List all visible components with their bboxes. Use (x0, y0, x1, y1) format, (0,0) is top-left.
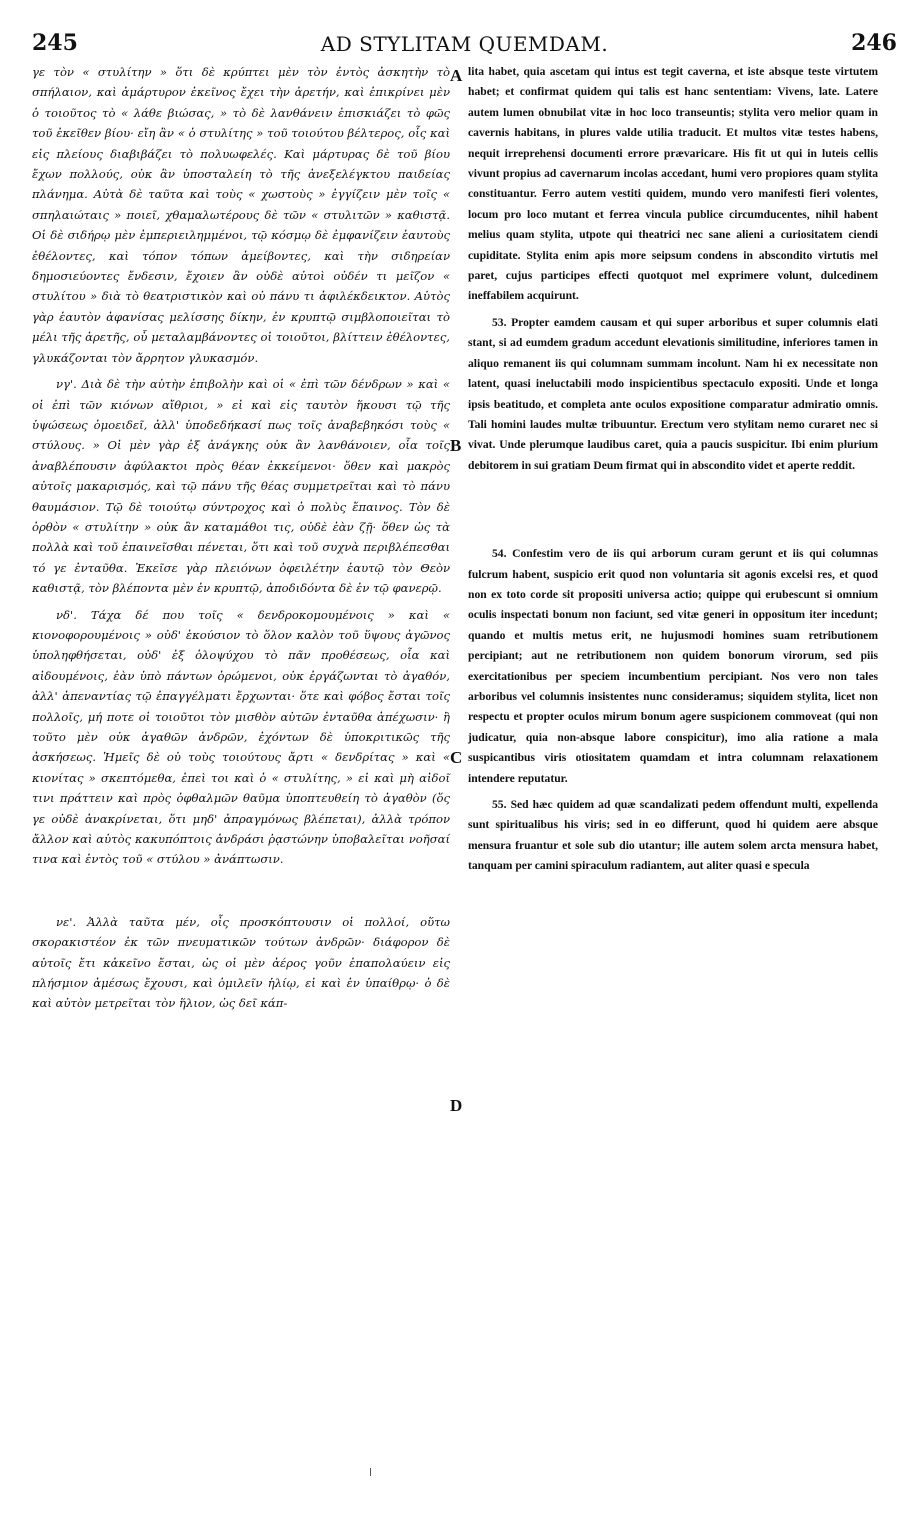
margin-marker-d: D (450, 1096, 463, 1115)
latin-paragraph: 55. Sed hæc quidem ad quæ scandalizati pedem offendunt multi, expellenda sunt spiritualibus his viris; sed in eo differunt, quod hi quidem aere absque mensura fruantur et sole sub dio utantur; ille autem solem arcta mensura habet, tanquam per camini spiraculum radiantem, aut aliter quasi e specula (468, 798, 878, 873)
right-page-number: 246 (851, 30, 897, 56)
margin-marker-a: A (450, 66, 463, 85)
greek-paragraph: γε τὸν « στυλίτην » ὅτι δὲ κρύπτει μὲν τὸν ἐντὸς ἀσκητὴν τὸ σπήλαιον, καὶ ἀμάρτυρον ἐκεῖνος ἔχει τὴν ἀρετήν, καὶ ἐπικρίνει μὲν ὁ τοιοῦτος τὸ « λάθε βιώσας, » τὸ δὲ λανθάνειν ἐπισκιάζει τὸ φῶς τοῦ ἐκεῖθεν βίου· εἴη ἂν « ὁ στυλίτης » τοῦ τοιούτου βέλτερος, οἷς καὶ εἰς πλείους διαβιβάζει τὸ πολυωφελές. Καὶ μάρτυρας δὲ τοῦ βίου ἔχων πολλούς, οὐκ ἂν ὑποσταλείη τὸ τῆς ἀνεξελέγκτου παιδείας πλάνημα. Αὐτὰ δὲ ταῦτα καὶ τοὺς « χωστοὺς » ἐγγίζειν μὲν τοῖς « σπηλαιώταις » ποιεῖ, χθαμαλωτέρους δὲ τῶν « στυλιτῶν » καθιστᾷ. Οἱ δὲ σιδήρῳ μὲν ἐμπεριειλημμένοι, τῷ κόσμῳ δὲ ἐμφανίζειν ἑαυτοὺς ἐθέλοντες, καὶ τόπον τόπων ἀμείβοντες, καὶ τὴν σιδηρείαν δημοσιεύοντες ἔνδεσιν, ἔχοιεν ἂν οὐδὲ αὐτοὶ οὐδέν τι μεῖζον « στυλίτου » διὰ τὸ θεατριστικὸν καὶ οὐ πάνυ τι ἀφιλέκδεικτον. Αὐτὸς γὰρ ἑαυτὸν ἀφανίσας μελίσσης δίκην, ἐν κρυπτῷ σιμβλοποιεῖται τὸ μέλι τῆς ἀρετῆς, οὗ μεταλαμβάνοντες οἱ τοιοῦτοι, βλίττειν ἐθέλοντες, γλυκάζονται τὸν ἄρρητον γλυκασμόν. (32, 65, 450, 365)
greek-paragraph: νε'. Ἀλλὰ ταῦτα μέν, οἷς προσκόπτουσιν οἱ πολλοί, οὕτω σκορακιστέον ἐκ τῶν πνευματικῶν τούτων ἀνδρῶν· διάφορον δὲ αὐτοῖς ἔτι κἀκεῖνο ἔσται, ὡς οἱ μὲν ἀέρος γοῦν ἐπαπολαύειν εἰς πλήσμιον ἀμέσως ἔχουσι, καὶ ὁμιλεῖν ἡλίῳ, εἰ καὶ ἐν ὑπαίθρῳ· ὁ δὲ καὶ αὐτὸν μετρεῖται τὸν ἥλιον, ὡς δεῖ κάπ- (32, 914, 450, 1011)
section-gap (32, 876, 450, 912)
page-header (32, 30, 897, 60)
greek-paragraph: νδ'. Τάχα δέ που τοῖς « δενδροκομουμένοις » καὶ « κιονοφορουμένοις » οὐδ' ἑκούσιον τὸ ὅλον καλὸν τοῦ ὕψους ἀγῶνος ὑποληφθήσεται, οὐδ' ἐξ ὁλοψύχου τὸ πᾶν προθέσεως, οἷα καὶ αἰδουμένοις, ἐὰν ὑπὸ πάντων ὁρώμενοι, οὐκ ἐργάζωνται τὸ ἀγαθόν, ἀλλ' ἀπεναντίας τῷ ἐπαγγέλματι ἔρχωνται· ὅτε καὶ φόβος ἔσται τοῖς πολλοῖς, μή ποτε οἱ τοιοῦτοι τὸν μισθὸν αὐτῶν ἐνταῦθα ἀπέχωσιν· ἢ τοῦτο μὲν οὐκ ἀγαθῶν ἀνδρῶν, ἐχόντων δὲ ὑποκριτικῶς τῆς ἀσκήσεως. Ἡμεῖς δὲ οὐ τοὺς τοιούτους ἄρτι « δενδρίτας » καὶ « κιονίτας » σκεπτόμεθα, ἐπεὶ τοι καὶ ὁ « στυλίτης, » εἰ καὶ μὴ αἰδοῖ τινι πράττειν καὶ πρὸς ὀφθαλμῶν θαῦμα ὑποπτευθείη τὸ ἀγαθὸν (ὅς γε οὐδὲ ἀνακρίνεται, ὅτι μηδ' ἀπραγμόνως βλέπεται), ἀλλὰ τρόπον ἄλλον καὶ αὐτὸς κακυπόπτοις ἀνδράσι ῥᾳστώνην ὑποβαλεῖται νοῆσαί τινα καὶ ἐντὸς τοῦ « στύλου » ἀνάπτωσιν. (32, 607, 450, 867)
greek-column (32, 62, 450, 1020)
latin-paragraph: 54. Confestim vero de iis qui arborum curam gerunt et iis qui columnas fulcrum habent, suspicio erit quod non voluntaria sit agonis excelsi res, et quod non ex toto corde sit propositi universa actio; quippe qui erubescunt si omnium oculis inspectati bonum non faciunt, sed vitæ generi in oppositum iter incedunt; quando et multis metus erit, ne hujusmodi homines suam retributionem percipiant; aut ne retributionem non quidem bonorum virorum, sed piis exercitationibus per speciem incumbentium percipiant. Nos vero non tales arboribus vel columnis insistentes nunc consideramus; siquidem stylita, licet non respectu et propter oculos mirum bonum agere suspicionem commoveat (qui non judicatur, quia non-absque labore conspicitur), imo alia ratione a mala suspicantibus viris otiositatem quamdam et intra columnam relaxationem intendere reputatur. (468, 547, 878, 785)
latin-paragraph: 53. Propter eamdem causam et qui super arboribus et super columnis elati stant, si ad eumdem gradum accedunt elevationis similitudine, inferiores tamen in aliquo remanent iis qui columnam summam incolunt. Nam hi ex necessitate non latent, quasi ineluctabili modo inspicientibus spectaculo expositi. Unde et longa ipsis beatitudo, et completa ante oculos expositione comparatur admiratio omnis. Tali homini laudes multæ tribuuntur. Erectum vero stylitam nemo curaret nec si vivat. Unde plerumque laudibus caret, quia a paucis suspicitur. Ibi enim plurium debitorem in sui gratiam Deum firmat qui in abscondito videt et aperte reddit. (468, 315, 878, 472)
greek-paragraph: νγ'. Διὰ δὲ τὴν αὐτὴν ἐπιβολὴν καὶ οἱ « ἐπὶ τῶν δένδρων » καὶ « οἱ ἐπὶ τῶν κιόνων αἴθριοι, » εἰ καὶ εἰς ταυτὸν ἥκουσι τῷ τῆς ὑψώσεως ὁμοειδεῖ, ἀλλ' ὑποδεδήκασί πως τοῖς ἀναβεβηκόσι τοὺς « στύλους. » Οἱ μὲν γὰρ ἐξ ἀνάγκης οὐκ ἂν λανθάνοιεν, οἷα τοῖς ἀναβλέπουσιν ἀφύλακτοι πρὸς θέαν ἐκκείμενοι· ὅθεν καὶ μακρὸς αὐτοῖς μακαρισμός, καὶ τῷ πάνυ τῆς θέας συμμετρεῖται καὶ τὸ πάνυ θαυμάσιον. Τῷ δὲ τοιούτῳ σύντροχος καὶ ὁ πολὺς ἔπαινος. Τὸν δὲ ὀρθὸν « στυλίτην » οὐκ ἂν καταμάθοι τις, οὐδὲ ἐὰν ζῇ· ὅθεν ὡς τὰ πολλὰ καὶ τοῦ ἐπαινεῖσθαι πένεται, ὅτι καὶ τοῦ συχνὰ περιβλέπεσθαι τό γε ἐνταῦθα. Ἐκεῖσε γὰρ πλειόνων ὀφειλέτην ἑαυτῷ τὸν Θεὸν καθιστᾷ, τὸν βλέποντα μὲν ἐν κρυπτῷ, ἀποδιδόντα δὲ ἐν τῷ φανερῷ. (32, 377, 450, 596)
left-page-number: 245 (32, 30, 78, 56)
section-gap (468, 482, 878, 544)
ink-mark (370, 1468, 371, 1476)
latin-paragraph: lita habet, quia ascetam qui intus est tegit caverna, et iste absque teste virtutem habet; et confirmat quidem qui talis est hanc sententiam: Vivens, late. Latere autem lumen obnubilat vitæ in hoc loco transeuntis; stylita vero melior quam in cavernis habitans, in plures valde utilia traducit. Et multos vitæ testes habens, nequit irreprehensi documenti errore prævaricare. His fit ut qui in luteis cellis vivunt propius ad cavernarum incolas accedant, humi vero propiores quam stylita constituantur. Ferro autem vestiti quidem, mundo vero manifesti fieri volentes, locum pro loco mutant et ferrea vincula publice circumducentes, nihil habent melius quam stylita, utpote qui theatrici nec sane alieni a curiositatem ciendi cupiditate. Stylita enim apis more seipsum condens in abscondito virtutis mel paret, cujus participes effecti quotquot mel exprimere volunt, dulcedinem ineffabilem acquirunt. (468, 65, 878, 303)
running-title: AD STYLITAM QUEMDAM. (320, 32, 609, 56)
margin-marker-c: C (450, 748, 463, 767)
latin-column (468, 62, 878, 883)
margin-marker-b: B (450, 436, 462, 455)
